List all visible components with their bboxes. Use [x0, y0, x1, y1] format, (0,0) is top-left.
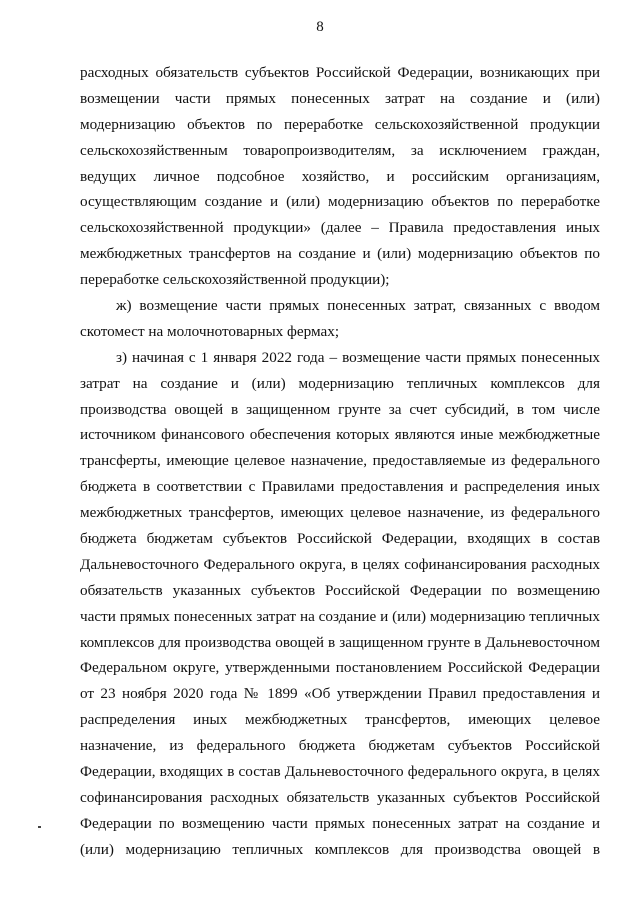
paragraph-z-line: (или) модернизацию тепличных комплексов для производства овощей в: [80, 840, 600, 858]
text-line: межбюджетных трансфертов на создание и (или) модернизацию объектов по: [80, 245, 600, 263]
paragraph-z-line: затрат на создание и (или) модернизацию тепличных комплексов для: [80, 374, 600, 392]
text-line: осуществляющим создание и (или) модернизацию объектов по переработке: [80, 193, 600, 211]
text-line: возмещении части прямых понесенных затрат на создание и (или): [80, 89, 600, 107]
document-body: [80, 60, 600, 863]
text-line: модернизацию объектов по переработке сельскохозяйственной продукции: [80, 115, 600, 133]
paragraph-zh-line: скотомест на молочнотоварных фермах;: [80, 322, 340, 340]
paragraph-z-line: софинансирования расходных обязательств указанных субъектов Российской: [80, 788, 600, 806]
paragraph-z-line: производства овощей в защищенном грунте за счет субсидий, в том числе: [80, 400, 600, 418]
page-number: 8: [316, 19, 324, 35]
paragraph-z-line: распределения иных межбюджетных трансфертов, имеющих целевое: [80, 711, 600, 729]
paragraph-z-line: источником финансового обеспечения которых являются иные межбюджетные: [80, 426, 600, 444]
paragraph-z-line: Федерации по возмещению части прямых понесенных затрат на создание и: [80, 814, 600, 832]
text-line: расходных обязательств субъектов Российской Федерации, возникающих при: [80, 64, 600, 81]
scan-margin-mark: [38, 826, 41, 828]
paragraph-z-line: комплексов для производства овощей в защищенном грунте в Дальневосточном: [80, 633, 600, 651]
paragraph-z-line: з) начиная с 1 января 2022 года – возмещение части прямых понесенных: [116, 348, 600, 366]
paragraph-z-line: Федеральном округе, утвержденными постановлением Российской Федерации: [80, 659, 600, 677]
text-line: сельскохозяйственной продукции» (далее – Правила предоставления иных: [80, 219, 600, 237]
text-line: сельскохозяйственным товаропроизводителям, за исключением граждан,: [80, 141, 600, 159]
paragraph-z-line: Федерации, входящих в состав Дальневосточного федерального округа, в целях: [80, 763, 600, 781]
paragraph-z-line: назначение, из федерального бюджета бюджетам субъектов Российской: [80, 737, 600, 755]
paragraph-z-line: бюджета бюджетам субъектов Российской Федерации, входящих в состав: [80, 530, 600, 548]
text-line: переработке сельскохозяйственной продукции);: [80, 271, 390, 289]
paragraph-z-line: обязательств указанных субъектов Российской Федерации по возмещению: [80, 581, 600, 599]
paragraph-z-line: от 23 ноября 2020 года № 1899 «Об утверждении Правил предоставления и: [80, 685, 600, 703]
paragraph-z-line: бюджета в соответствии с Правилами предоставления и распределения иных: [80, 478, 600, 496]
paragraph-z-line: Дальневосточного Федерального округа, в целях софинансирования расходных: [80, 555, 600, 573]
text-line: ведущих личное подсобное хозяйство, и российским организациям,: [80, 167, 600, 185]
paragraph-zh-line: ж) возмещение части прямых понесенных затрат, связанных с вводом: [116, 297, 600, 315]
paragraph-z-line: межбюджетных трансфертов, имеющих целевое назначение, из федерального: [80, 504, 600, 522]
paragraph-z-line: трансферты, имеющие целевое назначение, предоставляемые из федерального: [80, 452, 600, 470]
paragraph-z-line: части прямых понесенных затрат на создание и (или) модернизацию тепличных: [80, 607, 600, 625]
